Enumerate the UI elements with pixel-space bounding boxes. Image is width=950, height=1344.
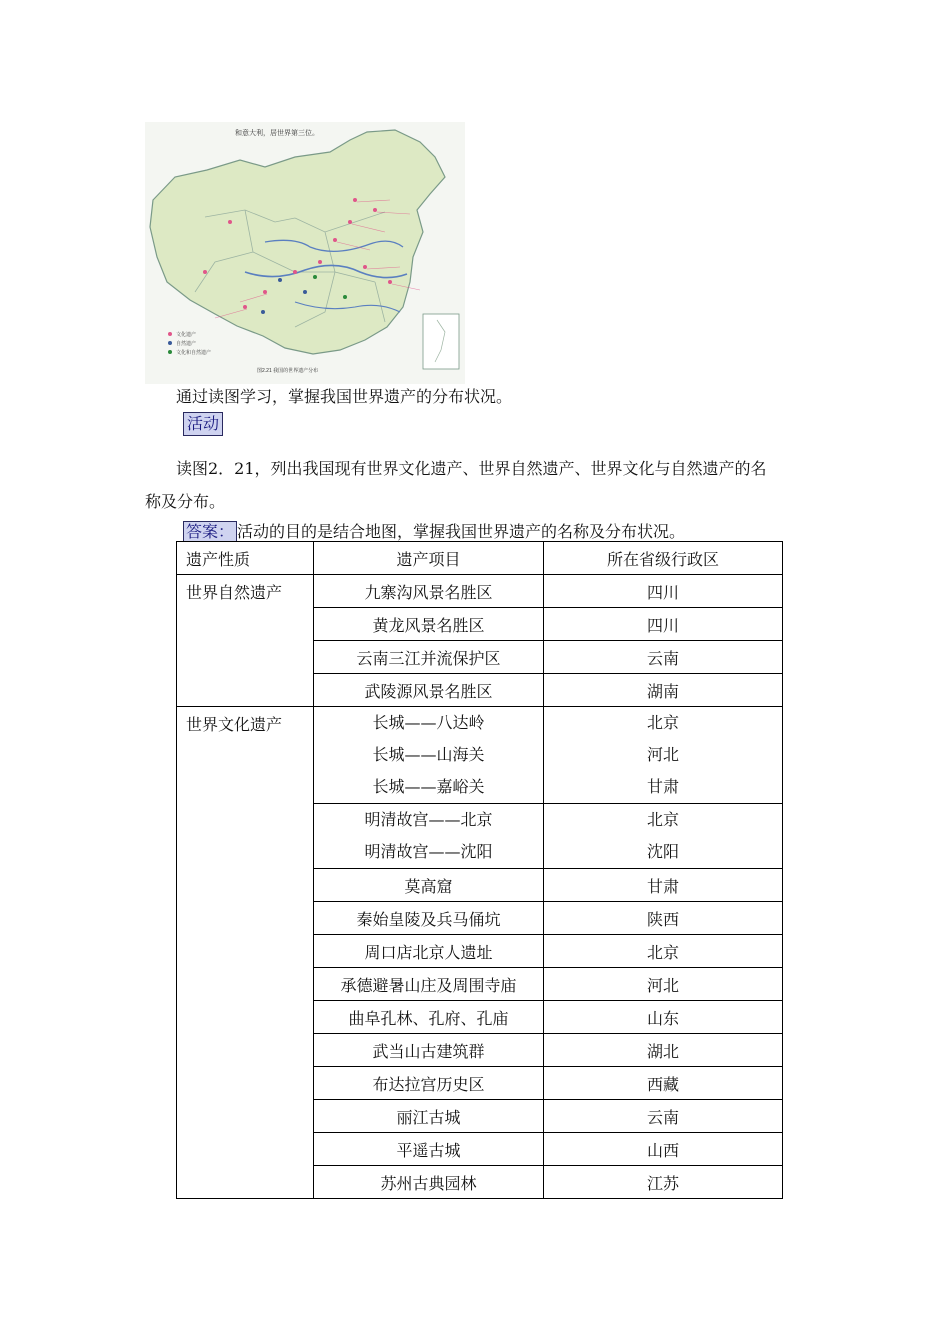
heritage-table (176, 541, 783, 1199)
item-cell: 九寨沟风景名胜区 (314, 575, 544, 608)
item-cell-great-wall (314, 707, 544, 804)
table-header-row (177, 542, 783, 575)
province-line: 甘肃 (646, 777, 679, 796)
item-cell: 秦始皇陵及兵马俑坑 (314, 902, 544, 935)
header-item: 遗产项目 (314, 542, 544, 575)
table-row (177, 575, 783, 608)
item-cell: 莫高窟 (314, 869, 544, 902)
answer-tag: 答案： (183, 521, 237, 542)
province-cell: 西藏 (544, 1067, 783, 1100)
province-cell: 湖南 (544, 674, 783, 707)
item-line: 明清故宫——北京 (364, 810, 493, 829)
item-cell: 丽江古城 (314, 1100, 544, 1133)
province-cell: 云南 (544, 1100, 783, 1133)
item-cell: 曲阜孔林、孔府、孔庙 (314, 1001, 544, 1034)
province-cell: 北京 (544, 935, 783, 968)
province-cell-palace (544, 804, 783, 869)
answer-text: 活动的目的是结合地图，掌握我国世界遗产的名称及分布状况。 (237, 522, 686, 541)
province-cell: 四川 (544, 575, 783, 608)
table-row (177, 707, 783, 804)
item-cell: 苏州古典园林 (314, 1166, 544, 1199)
item-cell: 黄龙风景名胜区 (314, 608, 544, 641)
item-line: 长城——山海关 (372, 745, 485, 764)
province-cell: 河北 (544, 968, 783, 1001)
map-figure-caption: 图2.21 我国的世界遗产分布 (257, 368, 319, 374)
item-cell: 武陵源风景名胜区 (314, 674, 544, 707)
item-line: 长城——八达岭 (372, 713, 485, 732)
legend-nature: 自然遗产 (176, 341, 197, 347)
province-cell: 山西 (544, 1133, 783, 1166)
province-cell: 湖北 (544, 1034, 783, 1067)
category-cultural: 世界文化遗产 (177, 707, 314, 1199)
china-heritage-map (145, 122, 465, 384)
intro-paragraph: 通过读图学习，掌握我国世界遗产的分布状况。 (176, 387, 513, 406)
province-line: 河北 (646, 745, 679, 764)
activity-tag: 活动 (183, 412, 223, 436)
province-cell: 山东 (544, 1001, 783, 1034)
heritage-map-figure (145, 122, 465, 384)
item-line: 明清故宫——沈阳 (364, 842, 493, 861)
province-cell: 江苏 (544, 1166, 783, 1199)
province-line: 沈阳 (646, 842, 679, 861)
legend-culture: 文化遗产 (176, 332, 197, 338)
item-cell: 武当山古建筑群 (314, 1034, 544, 1067)
province-line: 北京 (646, 810, 679, 829)
category-natural: 世界自然遗产 (177, 575, 314, 707)
province-line: 北京 (646, 713, 679, 732)
item-cell-palace (314, 804, 544, 869)
header-province: 所在省级行政区 (544, 542, 783, 575)
province-cell: 云南 (544, 641, 783, 674)
province-cell: 四川 (544, 608, 783, 641)
item-cell: 周口店北京人遗址 (314, 935, 544, 968)
province-cell-great-wall (544, 707, 783, 804)
map-top-caption: 和意大利，居世界第三位。 (235, 130, 319, 137)
question-line-2: 称及分布。 (145, 492, 226, 511)
item-cell: 承德避暑山庄及周围寺庙 (314, 968, 544, 1001)
header-nature: 遗产性质 (177, 542, 314, 575)
province-cell: 陕西 (544, 902, 783, 935)
legend-mixed: 文化和自然遗产 (176, 350, 212, 356)
item-line: 长城——嘉峪关 (372, 777, 485, 796)
item-cell: 平遥古城 (314, 1133, 544, 1166)
province-cell: 甘肃 (544, 869, 783, 902)
item-cell: 云南三江并流保护区 (314, 641, 544, 674)
question-line-1: 读图2．21，列出我国现有世界文化遗产、世界自然遗产、世界文化与自然遗产的名 (176, 459, 767, 478)
item-cell: 布达拉宫历史区 (314, 1067, 544, 1100)
